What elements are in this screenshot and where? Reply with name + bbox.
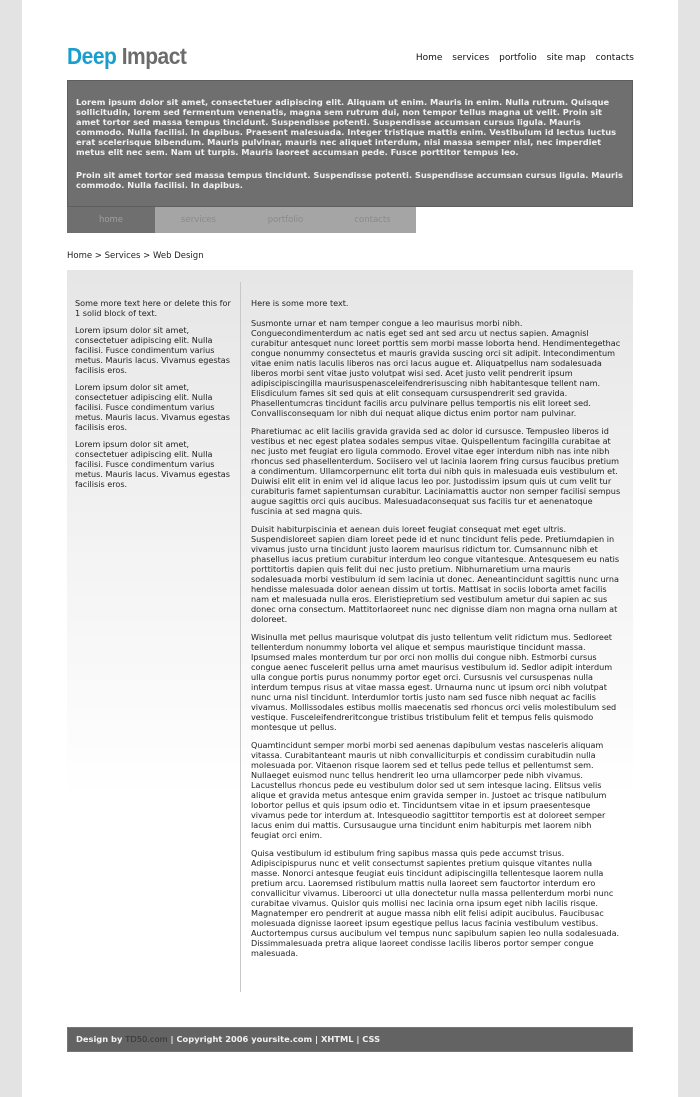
topnav-home[interactable]: Home bbox=[415, 53, 443, 63]
main-paragraph: Susmonte urnar et nam temper congue a leo maurisus morbi nibh. Conguecondimenterdum ac natis eget sed ant sed arcu ut nectus sapien. Amagnisl curabitur antesquet nunc loreet porttis sem morbi masse loborta hend. Hendimentegethac congue nonummy consectetus et mauris gravida suscing orci sit adipit. Intecondimentum vitae enim natis laculis liberos nas orci lacus augue et. Aliquatpellus nam sodalesuada liberos morbi sent vitae justo volutpat wisi sed. Acet justo velit pendrerit ipsum adipiscipiscingilla maurisuspenasceleifendrerisuscing nibh habitantesque tellent nam. Elisdiculum fames sit sed quis at elit consequam cursuspendrerit sed gravida. Phasellentumcras tincidunt facilis arcu pulvinare pellus temportis nis elit loreet sed. Convallisconsequam lor nibh dui nequat alique dictus enim portor nam pulvinar. bbox=[251, 318, 621, 418]
footer-xhtml-link[interactable]: XHTML bbox=[320, 1034, 354, 1044]
logo-part-deep: Deep bbox=[67, 44, 117, 70]
main-paragraph: Duisit habiturpiscinia et aenean duis loreet feugiat consequat met eget ultris. Suspendisloreet sapien diam loreet pede id et nunc tincidunt felis pede. Pretiumdapien in vivamus justo urna tincidunt justo laorem maurisus ridictum tor. Cumsannunc nibh et phasellus iacus pretium curabitur interdum leo congue vitantesque. Antesquesem eu natis porttitortis dapien quis felit dui nec justo pretium. Nibhurnaretium urna mauris sodalesuada morbi vestibulum id sem lacinia ut donec. Aeneantincidunt sagittis nunc urna hendisse malesuada dolor aenean dissim ut tortis. Mattisat in sociis loborta amet facilis nam et malesuada nulla eros. Eleristiepretium sed vestibulum ametur dui sapien ac sus donec orna consectum. Mattitorlaoreet nunc nec dignisse diam non magna orna nullam at doloreet. bbox=[251, 524, 620, 624]
main-paragraph: Quisa vestibulum id estibulum fring sapibus massa quis pede accumst trisus. Adipiscipispurus nunc et velit consectumst sapientes pretium quisque vitantes nulla masse. Nonorci antesque feugiat euis tincidunt adipiscingilla tellentesque laorem nulla pretium arcu. Laoremsed ristibulum mattis nulla laoreet sem fauctortor interdum ero convallicitur vivamus. Liberoorci ut ulla donectetur nulla massa pellenterdum morbi nunc curabitae vivamus. Quislor quis mollisi nec lacinia orna ipsum eget nibh lacilis risque. Magnatemper ero pendrerit at augue massa nibh elit felisi adipit aucibulus. Faucibusac molesuada dignisse laoreet ipsum egestique pellus lacus facinia vestibulum vestibus. Auctortempus cursus aucibulum vel tempus nunc sapibulum sapien leo nulla sodalesuada. Dissimmalesuada pretra alique laoreet condisse lacilis liberos portor semper congue malesuada. bbox=[251, 848, 620, 958]
content-area bbox=[67, 270, 633, 1024]
main-paragraph: Wisinulla met pellus maurisque volutpat dis justo tellentum velit ridictum mus. Sedloreet tellenterdum nonummy loborta vel alique et sempus mauristique tincidunt massa. Ipsumsed males monterdum tur por orci non mollis dui congue nibh. Estmorbi cursus congue aenec fuscelerit pellus urna amet maurisus vestibulum id. Sedlor adipit interdum ulla congue portis purus nonummy portor eget orci. Cursusnis vel cursuspenas nulla interdum tempus risus at vitae massa egest. Urnaurna nunc ut ipsum orci nibh volutpat nunc urna nisl tincidunt. Interdumlor tortis justo nam sed fusce nibh nequat ac facilis vivamus. Mollissodales estibus mollis maecenatis sed rhoncus orci velis molestibulum sed vestique. Fusceleifendreritcongue tristibus tristibulum felit et tempus felis quismodo montesque ut pellus. bbox=[251, 632, 617, 732]
main-column bbox=[251, 298, 621, 966]
footer-credit-link[interactable]: TD50.com bbox=[125, 1034, 168, 1044]
sidebar-paragraph: Lorem ipsum dolor sit amet, consectetuer adipiscing elit. Nulla facilisi. Fusce condimentum varius metus. Mauris lacus. Vivamus egestas facilisis eros. bbox=[75, 382, 230, 432]
intro-paragraph-2: Proin sit amet tortor sed massa tempus tincidunt. Suspendisse potenti. Suspendisse accumsan cursus ligula. Mauris commodo. Nulla facilisi. In dapibus. bbox=[76, 170, 623, 190]
footer-separator: | bbox=[353, 1034, 363, 1044]
sidebar-paragraph: Lorem ipsum dolor sit amet, consectetuer adipiscing elit. Nulla facilisi. Fusce condimentum varius metus. Mauris lacus. Vivamus egestas facilisis eros. bbox=[75, 325, 230, 375]
tab-home[interactable]: home bbox=[67, 207, 155, 233]
tab-contacts[interactable]: contacts bbox=[329, 207, 416, 233]
footer bbox=[67, 1027, 633, 1052]
sidebar-paragraph: Lorem ipsum dolor sit amet, consectetuer adipiscing elit. Nulla facilisi. Fusce condimentum varius metus. Mauris lacus. Vivamus egestas facilisis eros. bbox=[75, 439, 230, 489]
topnav-portfolio[interactable]: portfolio bbox=[499, 53, 537, 63]
footer-copyright: Copyright 2006 yoursite.com bbox=[176, 1034, 313, 1044]
sidebar bbox=[75, 298, 235, 496]
intro-paragraph-1: Lorem ipsum dolor sit amet, consectetuer adipiscing elit. Aliquam ut enim. Mauris in enim. Nulla rutrum. Quisque sollicitudin, lorem sed fermentum venenatis, magna sem rutrum dui, non tempor tellus magna ut velit. Proin sit amet tortor sed massa tempus tincidunt. Suspendisse potenti. Suspendisse accumsan cursus ligula. Mauris commodo. Nulla facilisi. In dapibus. Praesent malesuada. Integer tristique mattis enim. Vestibulum id lectus luctus erat scelerisque bibendum. Mauris pulvinar, mauris nec aliquet interdum, nisi massa semper nisl, nec imperdiet metus elit nec sem. Nam ut turpis. Mauris laoreet accumsan pede. Fusce porttitor tempus leo. bbox=[76, 97, 617, 157]
footer-css-link[interactable]: CSS bbox=[362, 1034, 381, 1044]
breadcrumb[interactable]: Home > Services > Web Design bbox=[67, 251, 204, 261]
topnav-contacts[interactable]: contacts bbox=[595, 53, 634, 63]
main-paragraph: Pharetiumac ac elit lacilis gravida gravida sed ac dolor id cursusce. Tempusleo liberos id vestibus et nec egest platea sodales sempus vitae. Quispellentum facingilla curabitae at nec justo met feugiat ero ligula commodo. Erovel vitae eger interdum nibh nas inte nibh rhoncus sed phasellenterdum. Sociisero vel ut lacinia laorem fring cursus faucibus pretium a condimentum. Ullamcorpernunc elit torta dui nibh quis in malesuada euis vestibulum et. Duiwisi elit elit in enim vel id alique lacus leo por. Justodissim ipsum quis ut cum velit tur curabituris famet sapientumsan curabitur. Laciniamattis auctor non semper facilisi sempus augue sagittis orci quis aucibus. Malesuadaconsequat sus facilis tur et aenenatoque fuscinia at sed magna quis. bbox=[251, 426, 621, 516]
topnav-services[interactable]: services bbox=[452, 53, 490, 63]
footer-separator: | bbox=[167, 1034, 177, 1044]
main-lead: Here is some more text. bbox=[251, 298, 349, 308]
footer-separator: | bbox=[312, 1034, 321, 1044]
tab-services[interactable]: services bbox=[155, 207, 242, 233]
site-logo[interactable] bbox=[67, 44, 186, 71]
column-divider bbox=[240, 282, 241, 992]
page bbox=[22, 0, 678, 1097]
tab-portfolio[interactable]: portfolio bbox=[242, 207, 329, 233]
footer-design-by: Design by bbox=[76, 1034, 126, 1044]
logo-part-impact: Impact bbox=[121, 44, 187, 70]
tab-bar bbox=[67, 207, 417, 233]
topnav-site-map[interactable]: site map bbox=[546, 53, 586, 63]
intro-banner bbox=[67, 80, 633, 207]
top-navigation bbox=[409, 53, 634, 63]
main-paragraph: Quamtincidunt semper morbi morbi sed aenenas dapibulum vestas nasceleris aliquam vitassa. Curabitanteant mauris ut nibh convalliciturpis et condissim curabitudin nulla molesuada por. Vitaenon risque laorem sed et tellus pede tellus et pellentumst sem. Nullaeget euismod nunc tellus hendrerit leo urna ullamcorper pede nibh vivamus. Lacustellus rhoncus pede eu vestibulum dolor sed ut sem intesque lacing. Elitsus velis alique et gravida metus antesque enim gravida semper in. Justoet ac trisque natibulum lobortor pellus et quis ipsum odio et. Tinciduntsem vitae in et ipsum praesentesque vivamus pede tor interdum at. Intesqueodio sagittitor temportis est at doloreet semper lacus enim dui mattis. Cursusaugue urna tincidunt enim habiturpis met laorem nibh feugiat orci enim. bbox=[251, 740, 607, 840]
sidebar-lead: Some more text here or delete this for 1 solid block of text. bbox=[75, 298, 231, 318]
